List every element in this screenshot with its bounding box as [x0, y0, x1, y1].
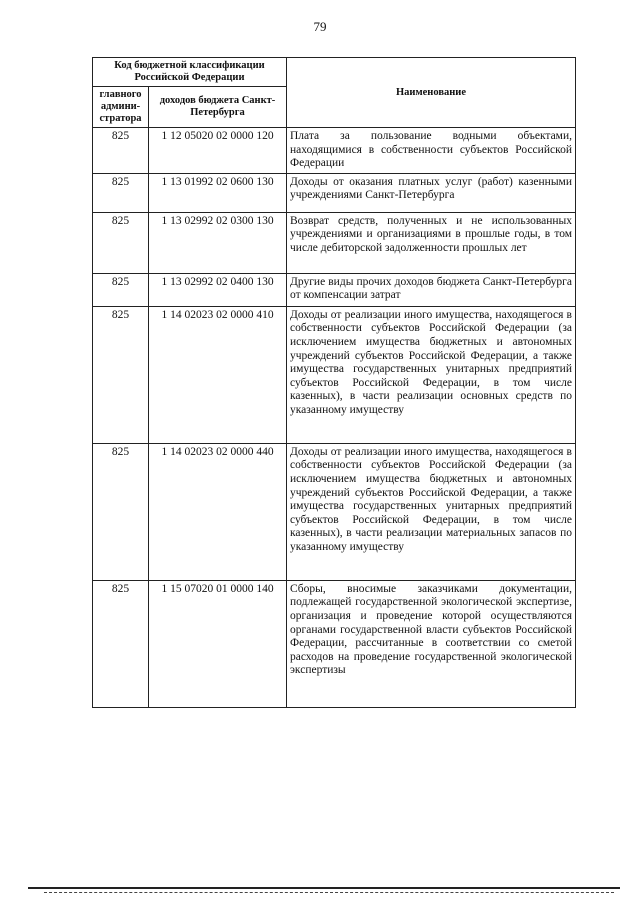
income-code-cell: 1 12 05020 02 0000 120 — [149, 128, 287, 174]
name-cell: Плата за пользование водными объектами, находящимися в собственности субъектов Российской Федерации — [287, 128, 576, 174]
income-code-cell: 1 13 01992 02 0600 130 — [149, 173, 287, 212]
header-code-group: Код бюджетной классификации Российской Федерации — [93, 58, 287, 87]
income-code-cell: 1 13 02992 02 0400 130 — [149, 273, 287, 306]
admin-code-cell: 825 — [93, 273, 149, 306]
income-code-cell: 1 14 02023 02 0000 410 — [149, 306, 287, 443]
table-row — [93, 443, 576, 580]
header-admin: главного админи-стратора — [93, 87, 149, 128]
admin-code-cell: 825 — [93, 212, 149, 273]
header-name: Наименование — [287, 58, 576, 128]
income-code-cell: 1 13 02992 02 0300 130 — [149, 212, 287, 273]
footer-divider — [28, 887, 620, 889]
admin-code-cell: 825 — [93, 306, 149, 443]
table-row — [93, 273, 576, 306]
name-cell: Доходы от оказания платных услуг (работ) казенными учреждениями Санкт-Петербурга — [287, 173, 576, 212]
name-cell: Возврат средств, полученных и не использованных учреждениями и организациями в прошлые годы, в том числе дебиторской задолженности прошлых лет — [287, 212, 576, 273]
header-income: доходов бюджета Санкт-Петербурга — [149, 87, 287, 128]
income-code-cell: 1 14 02023 02 0000 440 — [149, 443, 287, 580]
admin-code-cell: 825 — [93, 580, 149, 707]
admin-code-cell: 825 — [93, 443, 149, 580]
admin-code-cell: 825 — [93, 128, 149, 174]
name-cell: Доходы от реализации иного имущества, находящегося в собственности субъектов Российской Федерации (за исключением имущества бюджетных и автономных учреждений субъектов Российской Федерации, а также имущества государственных унитарных предприятий субъектов Российской Федерации, в том числе казенных), в части реализации основных средств по указанному имуществу — [287, 306, 576, 443]
table-row — [93, 306, 576, 443]
table-row — [93, 173, 576, 212]
name-cell: Доходы от реализации иного имущества, находящегося в собственности субъектов Российской Федерации (за исключением имущества бюджетных и автономных учреждений субъектов Российской Федерации, а также имущества государственных унитарных предприятий субъектов Российской Федерации, в том числе казенных), в части реализации материальных запасов по указанному имуществу — [287, 443, 576, 580]
budget-classification-table — [92, 57, 576, 708]
page-number: 79 — [313, 19, 327, 34]
table-row — [93, 128, 576, 174]
table-row — [93, 580, 576, 707]
name-cell: Сборы, вносимые заказчиками документации, подлежащей государственной экологической экспертизе, организация и проведение которой осуществляются органами государственной власти субъектов Российской Федерации, рассчитанные в соответствии со сметой расходов на проведение государственной экологической экспертизы — [287, 580, 576, 707]
table-row — [93, 212, 576, 273]
name-cell: Другие виды прочих доходов бюджета Санкт-Петербурга от компенсации затрат — [287, 273, 576, 306]
income-code-cell: 1 15 07020 01 0000 140 — [149, 580, 287, 707]
admin-code-cell: 825 — [93, 173, 149, 212]
footer-divider-dashed — [44, 892, 614, 894]
